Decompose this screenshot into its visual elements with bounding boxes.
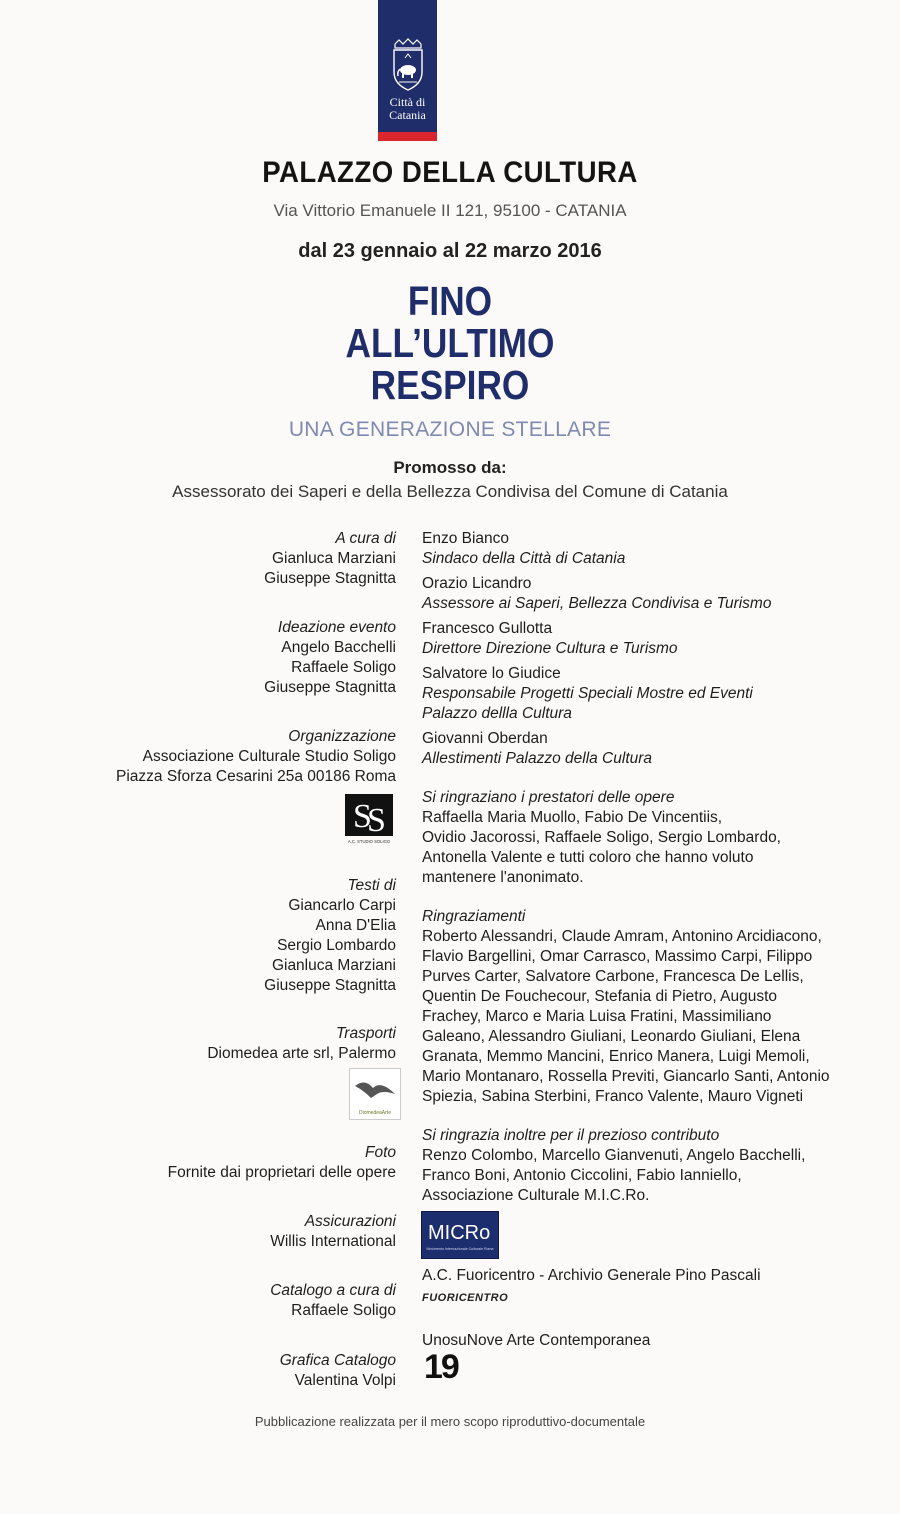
promoted-by: Assessorato dei Saperi e della Bellezza Condivisa del Comune di Catania — [172, 482, 728, 501]
person-role: Sindaco della Città di Catania — [422, 550, 626, 567]
person-name: Orazio Licandro — [422, 575, 532, 592]
banner-city-line1: Città di — [389, 95, 426, 109]
catalog-curator: Raffaele Soligo — [291, 1302, 396, 1319]
person-role: Assessore ai Saperi, Bellezza Condivisa e Turismo — [422, 595, 772, 612]
texts-author: Sergio Lombardo — [277, 937, 396, 954]
thanks-line: Flavio Bargellini, Omar Carrasco, Massimo Carpi, Filippo — [422, 948, 813, 965]
svg-text:MICRo: MICRo — [428, 1222, 491, 1244]
svg-text:A.C. STUDIO SOLIGO: A.C. STUDIO SOLIGO — [347, 839, 391, 844]
person-name: Enzo Bianco — [422, 530, 510, 547]
fuoricentro-logo: FUORICENTRO — [422, 1292, 509, 1304]
org-label: Organizzazione — [288, 728, 396, 745]
credit-idea — [264, 618, 396, 698]
curated-name: Gianluca Marziani — [271, 550, 396, 567]
fuoricentro-line: A.C. Fuoricentro - Archivio Generale Pino Pascali — [422, 1267, 761, 1284]
banner-city-name — [378, 96, 437, 122]
person-role: Direttore Direzione Cultura e Turismo — [422, 640, 678, 657]
contrib-line: Associazione Culturale M.I.C.Ro. — [422, 1187, 650, 1204]
credit-texts — [264, 876, 396, 996]
thanks-line: Purves Carter, Salvatore Carbone, Francesca De Lellis, — [422, 968, 804, 985]
person-block — [422, 729, 892, 769]
contrib-label: Si ringrazia inoltre per il prezioso contributo — [422, 1127, 720, 1144]
thanks-line: Mario Montanaro, Rossella Previti, Giancarlo Santi, Antonio — [422, 1068, 830, 1085]
person-name: Salvatore lo Giudice — [422, 665, 561, 682]
lenders-section — [422, 788, 892, 888]
svg-text:S: S — [353, 798, 372, 835]
venue-name: PALAZZO DELLA CULTURA — [262, 156, 638, 189]
right-credits — [422, 529, 892, 774]
texts-author: Gianluca Marziani — [271, 957, 396, 974]
person-block — [422, 529, 892, 569]
texts-author: Anna D'Elia — [315, 917, 396, 934]
credit-organization — [116, 727, 396, 787]
insurance-label: Assicurazioni — [304, 1213, 396, 1230]
person-role: Responsabile Progetti Speciali Mostre ed Eventi — [422, 685, 753, 702]
person-block — [422, 619, 892, 659]
person-name: Francesco Gullotta — [422, 620, 553, 637]
thanks-section — [422, 907, 892, 1107]
lenders-line: Antonella Valente e tutti coloro che hanno voluto — [422, 849, 754, 866]
photo-source: Fornite dai proprietari delle opere — [167, 1164, 396, 1181]
texts-label: Testi di — [347, 877, 396, 894]
banner-city-line2: Catania — [389, 108, 426, 122]
person-block — [422, 664, 892, 724]
svg-text:S: S — [367, 802, 386, 839]
exhibition-dates: dal 23 gennaio al 22 marzo 2016 — [298, 240, 602, 262]
texts-author: Giancarlo Carpi — [288, 897, 396, 914]
credit-catalog — [270, 1281, 396, 1321]
thanks-line: Roberto Alessandri, Claude Amram, Antonino Arcidiacono, — [422, 928, 822, 945]
idea-name: Angelo Bacchelli — [281, 639, 396, 656]
contrib-line: Renzo Colombo, Marcello Gianvenuti, Angelo Bacchelli, — [422, 1147, 806, 1164]
contrib-line: Franco Boni, Antonio Ciccolini, Fabio Ianniello, — [422, 1167, 742, 1184]
exhibition-subtitle: UNA GENERAZIONE STELLARE — [288, 418, 612, 441]
title-line-3: RESPIRO — [370, 362, 530, 408]
thanks-line: Galeano, Alessandro Giuliani, Leonardo Giuliani, Elena — [422, 1028, 801, 1045]
graphics-designer: Valentina Volpi — [294, 1372, 396, 1389]
texts-author: Giuseppe Stagnitta — [264, 977, 396, 994]
curated-name: Giuseppe Stagnitta — [264, 570, 396, 587]
diomedea-bird-logo — [349, 1068, 401, 1120]
credit-graphics — [280, 1351, 396, 1391]
exhibition-title — [63, 280, 837, 406]
curated-label: A cura di — [335, 530, 396, 547]
person-block — [422, 574, 892, 614]
idea-name: Giuseppe Stagnitta — [264, 679, 396, 696]
svg-text:DiomedeaArte: DiomedeaArte — [359, 1110, 391, 1116]
thanks-line: Granata, Memmo Mancini, Enrico Manera, Luigi Memoli, — [422, 1048, 810, 1065]
org-name: Associazione Culturale Studio Soligo — [142, 748, 396, 765]
studio-soligo-logo — [343, 793, 395, 845]
person-role: Palazzo dellla Cultura — [422, 705, 572, 722]
transport-label: Trasporti — [335, 1025, 396, 1042]
lenders-line: Raffaella Maria Muollo, Fabio De Vincentiis, — [422, 809, 723, 826]
thanks-line: Frachey, Marco e Maria Luisa Fratini, Massimiliano — [422, 1008, 772, 1025]
person-role: Allestimenti Palazzo della Cultura — [422, 750, 653, 767]
title-line-1: FINO — [407, 278, 493, 324]
idea-label: Ideazione evento — [277, 619, 396, 636]
lenders-line: mantenere l'anonimato. — [422, 869, 584, 886]
promoted-label: Promosso da: — [393, 458, 507, 477]
thanks-line: Quentin De Fouchecour, Stefania di Pietro, Augusto — [422, 988, 778, 1005]
lenders-line: Ovidio Jacorossi, Raffaele Soligo, Sergio Lombardo, — [422, 829, 781, 846]
insurance-company: Willis International — [270, 1233, 396, 1250]
lenders-label: Si ringraziano i prestatori delle opere — [422, 789, 675, 806]
unosunove-line: UnosuNove Arte Contemporanea — [422, 1332, 651, 1349]
photo-label: Foto — [364, 1144, 396, 1161]
credit-photo — [168, 1143, 396, 1183]
transport-company: Diomedea arte srl, Palermo — [207, 1045, 396, 1062]
footer-note: Pubblicazione realizzata per il mero scopo riproduttivo-documentale — [254, 1414, 646, 1429]
thanks-line: Spiezia, Sabina Sterbini, Franco Valente, Mauro Vigneti — [422, 1088, 804, 1105]
thanks-label: Ringraziamenti — [422, 908, 526, 925]
city-crest-icon — [389, 38, 427, 94]
contrib-section — [422, 1126, 892, 1206]
venue-address: Via Vittorio Emanuele II 121, 95100 - CATANIA — [273, 201, 627, 220]
credit-transport — [207, 1024, 396, 1064]
micro-logo — [421, 1211, 499, 1259]
idea-name: Raffaele Soligo — [291, 659, 396, 676]
unosunove-logo: 19 — [424, 1348, 458, 1386]
person-name: Giovanni Oberdan — [422, 730, 548, 747]
catalog-label: Catalogo a cura di — [270, 1282, 396, 1299]
org-address: Piazza Sforza Cesarini 25a 00186 Roma — [115, 768, 396, 785]
title-line-2: ALL’ULTIMO — [345, 320, 555, 366]
credit-curated — [264, 529, 396, 589]
credit-insurance — [270, 1212, 396, 1252]
graphics-label: Grafica Catalogo — [279, 1352, 396, 1369]
svg-text:Movimento Internazionale Cultu: Movimento Internazionale Culturale Roma — [426, 1247, 494, 1251]
banner-red-stripe — [378, 132, 437, 141]
